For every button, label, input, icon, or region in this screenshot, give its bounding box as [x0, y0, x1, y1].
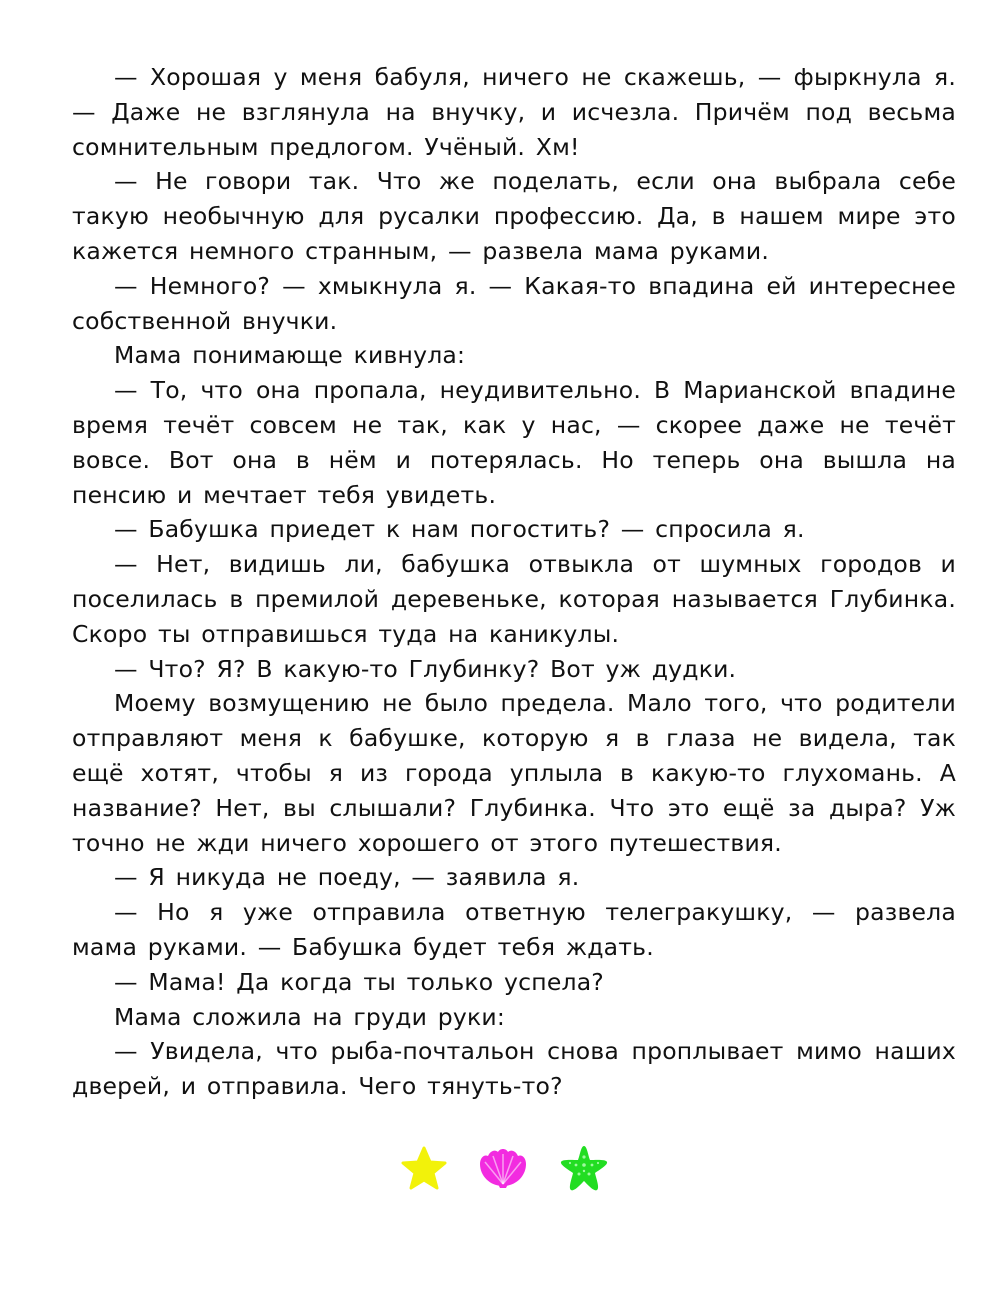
paragraph: — Увидела, что рыба-почтальон снова проплывает мимо наших дверей, и отправила. Чего тянуть-то?: [72, 1037, 956, 1101]
paragraph: Мама понимающе кивнула:: [114, 341, 466, 370]
paragraph: — Мама! Да когда ты только успела?: [114, 967, 604, 996]
paragraph: — Хорошая у меня бабуля, ничего не скажешь, — фыркнула я. — Даже не взглянула на внучку, и исчезла. Причём под весьма сомнительным предлогом. Учёный. Хм!: [72, 63, 956, 161]
paragraph: — Что? Я? В какую-то Глубинку? Вот уж дудки.: [114, 654, 737, 683]
section-divider-ornament: [400, 1138, 610, 1198]
story-text: [72, 60, 956, 1104]
pink-seashell-icon: [476, 1146, 530, 1190]
paragraph: — То, что она пропала, неудивительно. В Марианской впадине время течёт совсем не так, как у нас, — скорее даже не течёт вовсе. Вот она в нём и потерялась. Но теперь она вышла на пенсию и мечтает тебя увидеть.: [72, 376, 956, 509]
paragraph: Моему возмущению не было предела. Мало того, что родители отправляют меня к бабушке, которую я в глаза не видела, так ещё хотят, чтобы я из города уплыла в какую-то глухомань. А название? Нет, вы слышали? Глубинка. Что это ещё за дыра? Уж точно не жди ничего хорошего от этого путешествия.: [72, 689, 956, 857]
yellow-star-icon: [400, 1145, 448, 1191]
paragraph: — Бабушка приедет к нам погостить? — спросила я.: [114, 515, 805, 544]
green-starfish-icon: [558, 1143, 610, 1193]
paragraph: — Я никуда не поеду, — заявила я.: [114, 863, 580, 892]
paragraph: — Не говори так. Что же поделать, если она выбрала себе такую необычную для русалки профессию. Да, в нашем мире это кажется немного странным, — развела мама руками.: [72, 167, 956, 265]
paragraph: — Но я уже отправила ответную телегракушку, — развела мама руками. — Бабушка будет тебя ждать.: [72, 898, 956, 961]
paragraph: — Немного? — хмыкнула я. — Какая-то впадина ей интереснее собственной внучки.: [72, 271, 956, 335]
paragraph: — Нет, видишь ли, бабушка отвыкла от шумных городов и поселилась в премилой деревеньке, которая называется Глубинка. Скоро ты отправишься туда на каникулы.: [72, 550, 956, 648]
paragraph: Мама сложила на груди руки:: [114, 1002, 505, 1031]
